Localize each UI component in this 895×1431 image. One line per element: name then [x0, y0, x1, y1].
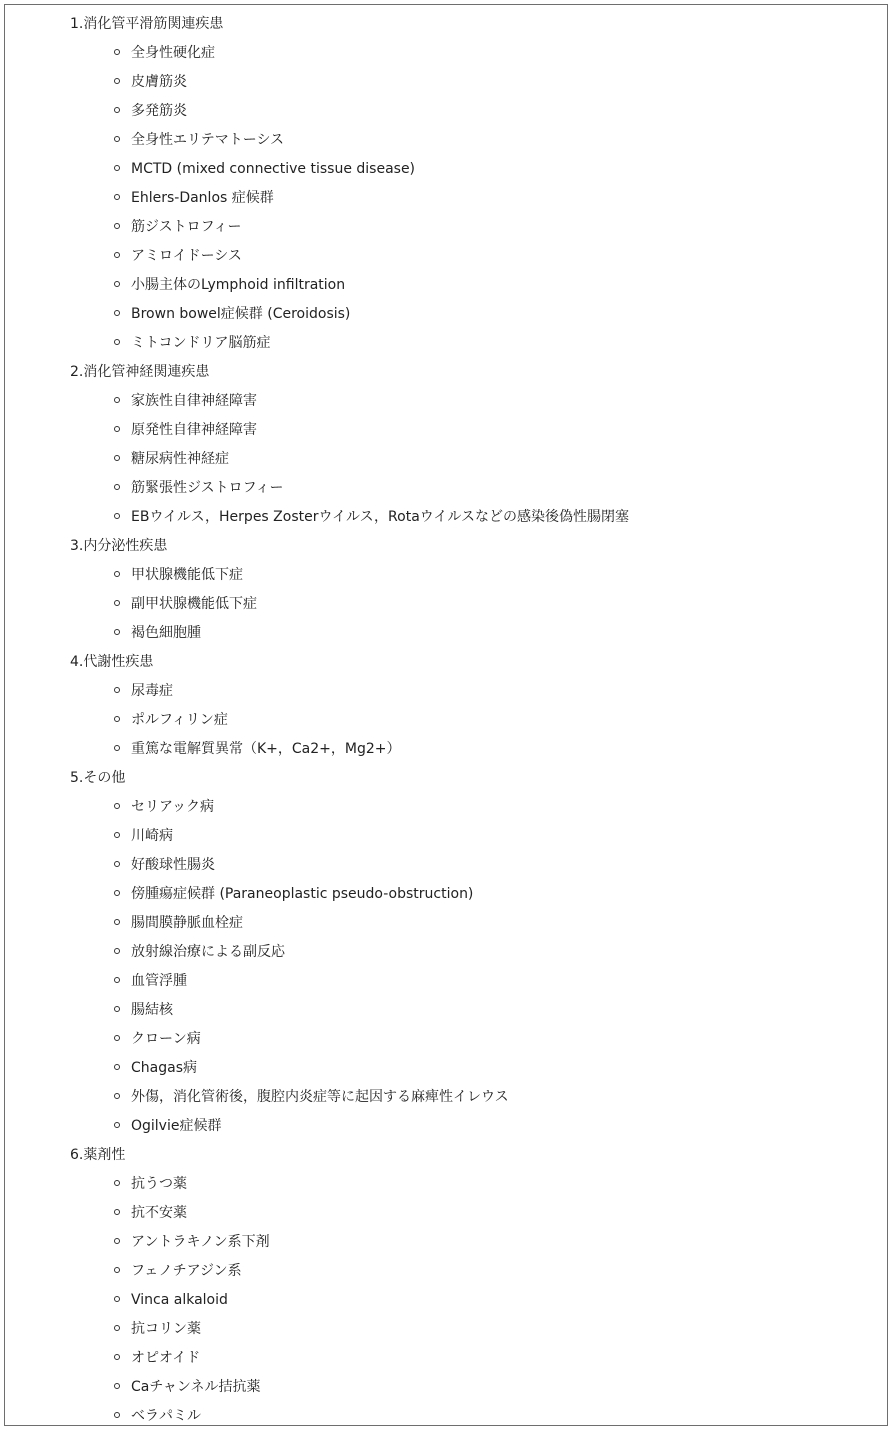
circle-bullet-icon	[114, 194, 120, 200]
list-item-text: Ogilvie症候群	[131, 1118, 222, 1134]
list-item	[5, 1087, 629, 1116]
list-item	[5, 826, 629, 855]
list-item-text: クローン病	[131, 1031, 201, 1047]
list-item-text: 重篤な電解質異常（K+，Ca2+，Mg2+）	[131, 741, 401, 757]
circle-bullet-icon	[114, 1354, 120, 1360]
cause-category-list	[5, 14, 629, 1426]
circle-bullet-icon	[114, 484, 120, 490]
list-item-text: 筋緊張性ジストロフィー	[131, 480, 284, 496]
circle-bullet-icon	[114, 832, 120, 838]
list-item-text: 尿毒症	[131, 683, 173, 699]
list-item-text: アントラキノン系下剤	[131, 1234, 270, 1250]
circle-bullet-icon	[114, 1267, 120, 1273]
category-item-list	[5, 797, 629, 1145]
list-item	[5, 710, 629, 739]
category-heading	[5, 14, 629, 43]
list-item-text: 抗不安薬	[131, 1205, 187, 1221]
list-item-text: 血管浮腫	[131, 973, 187, 989]
circle-bullet-icon	[114, 1180, 120, 1186]
list-item-text: EBウイルス，Herpes Zosterウイルス，Rotaウイルスなどの感染後偽性腸閉塞	[131, 509, 629, 525]
list-item-text: 原発性自律神経障害	[131, 422, 257, 438]
category-number: 1.	[70, 16, 84, 32]
list-item-text: 皮膚筋炎	[131, 74, 187, 90]
circle-bullet-icon	[114, 687, 120, 693]
circle-bullet-icon	[114, 136, 120, 142]
circle-bullet-icon	[114, 513, 120, 519]
list-item-text: 腸結核	[131, 1002, 173, 1018]
circle-bullet-icon	[114, 1093, 120, 1099]
list-item	[5, 159, 629, 188]
list-item	[5, 1029, 629, 1058]
category-number: 3.	[70, 538, 84, 554]
list-item-text: セリアック病	[131, 799, 215, 815]
category-item-list	[5, 391, 629, 536]
list-item	[5, 43, 629, 72]
category-item-list	[5, 43, 629, 362]
list-item-text: 全身性硬化症	[131, 45, 215, 61]
list-item	[5, 275, 629, 304]
circle-bullet-icon	[114, 49, 120, 55]
list-item	[5, 1319, 629, 1348]
list-item	[5, 333, 629, 362]
list-item-text: 家族性自律神経障害	[131, 393, 257, 409]
circle-bullet-icon	[114, 1064, 120, 1070]
list-item	[5, 130, 629, 159]
category-heading	[5, 652, 629, 681]
list-item	[5, 884, 629, 913]
category-number: 6.	[70, 1147, 84, 1163]
circle-bullet-icon	[114, 919, 120, 925]
list-item-text: フェノチアジン系	[131, 1263, 242, 1279]
list-item	[5, 855, 629, 884]
circle-bullet-icon	[114, 1006, 120, 1012]
list-item	[5, 1174, 629, 1203]
list-item	[5, 913, 629, 942]
list-item	[5, 1116, 629, 1145]
category-item-list	[5, 1174, 629, 1426]
list-item	[5, 1232, 629, 1261]
circle-bullet-icon	[114, 716, 120, 722]
list-item-text: 全身性エリテマトーシス	[131, 132, 285, 148]
category-label: 代謝性疾患	[83, 654, 154, 670]
list-item-text: ベラパミル	[131, 1408, 201, 1424]
category-5	[5, 768, 629, 1145]
list-item	[5, 1348, 629, 1377]
circle-bullet-icon	[114, 1383, 120, 1389]
list-item-text: 筋ジストロフィー	[131, 219, 242, 235]
list-item	[5, 246, 629, 275]
circle-bullet-icon	[114, 1122, 120, 1128]
circle-bullet-icon	[114, 1325, 120, 1331]
content-frame	[4, 4, 888, 1426]
list-item	[5, 1000, 629, 1029]
list-item	[5, 797, 629, 826]
category-1	[5, 14, 629, 362]
list-item	[5, 1406, 629, 1426]
category-label: 内分泌性疾患	[83, 538, 168, 554]
list-item-text: Ehlers-Danlos 症候群	[131, 190, 274, 206]
list-item	[5, 1290, 629, 1319]
list-item-text: ミトコンドリア脳筋症	[131, 335, 271, 351]
circle-bullet-icon	[114, 223, 120, 229]
circle-bullet-icon	[114, 803, 120, 809]
list-item	[5, 449, 629, 478]
circle-bullet-icon	[114, 78, 120, 84]
circle-bullet-icon	[114, 339, 120, 345]
list-item-text: Caチャンネル拮抗薬	[131, 1379, 261, 1395]
circle-bullet-icon	[114, 165, 120, 171]
list-item-text: 放射線治療による副反応	[131, 944, 285, 960]
category-4	[5, 652, 629, 768]
list-item	[5, 681, 629, 710]
circle-bullet-icon	[114, 571, 120, 577]
circle-bullet-icon	[114, 107, 120, 113]
list-item	[5, 478, 629, 507]
circle-bullet-icon	[114, 1209, 120, 1215]
circle-bullet-icon	[114, 1238, 120, 1244]
list-item-text: アミロイドーシス	[131, 248, 242, 264]
category-3	[5, 536, 629, 652]
circle-bullet-icon	[114, 977, 120, 983]
list-item-text: Chagas病	[131, 1060, 197, 1076]
list-item	[5, 1377, 629, 1406]
circle-bullet-icon	[114, 397, 120, 403]
circle-bullet-icon	[114, 1296, 120, 1302]
category-heading	[5, 1145, 629, 1174]
circle-bullet-icon	[114, 600, 120, 606]
circle-bullet-icon	[114, 629, 120, 635]
category-label: 薬剤性	[83, 1147, 126, 1163]
list-item-text: ポルフィリン症	[131, 712, 228, 728]
category-heading	[5, 768, 629, 797]
list-item-text: 川崎病	[131, 828, 173, 844]
list-item	[5, 1203, 629, 1232]
list-item	[5, 188, 629, 217]
list-item	[5, 942, 629, 971]
circle-bullet-icon	[114, 281, 120, 287]
list-item-text: 抗うつ薬	[131, 1176, 187, 1192]
list-item-text: MCTD (mixed connective tissue disease)	[131, 161, 416, 177]
list-item-text: 腸間膜静脈血栓症	[131, 915, 243, 931]
circle-bullet-icon	[114, 1412, 120, 1418]
circle-bullet-icon	[114, 745, 120, 751]
circle-bullet-icon	[114, 455, 120, 461]
list-item	[5, 565, 629, 594]
category-6	[5, 1145, 629, 1426]
list-item	[5, 594, 629, 623]
list-item	[5, 971, 629, 1000]
list-item	[5, 623, 629, 652]
list-item	[5, 217, 629, 246]
circle-bullet-icon	[114, 861, 120, 867]
category-heading	[5, 536, 629, 565]
list-item	[5, 1261, 629, 1290]
list-item-text: Brown bowel症候群 (Ceroidosis)	[131, 306, 351, 322]
list-item-text: 褐色細胞腫	[131, 625, 201, 641]
list-item	[5, 1058, 629, 1087]
category-label: 消化管神経関連疾患	[83, 364, 210, 380]
list-item-text: Vinca alkaloid	[131, 1292, 228, 1308]
list-item	[5, 101, 629, 130]
list-item-text: 副甲状腺機能低下症	[131, 596, 257, 612]
circle-bullet-icon	[114, 252, 120, 258]
circle-bullet-icon	[114, 890, 120, 896]
list-item-text: 好酸球性腸炎	[131, 857, 215, 873]
list-item	[5, 420, 629, 449]
circle-bullet-icon	[114, 1035, 120, 1041]
category-number: 5.	[70, 770, 84, 786]
list-item-text: 傍腫瘍症候群 (Paraneoplastic pseudo-obstruction)	[131, 886, 474, 902]
list-item-text: 小腸主体のLymphoid infiltration	[131, 277, 346, 293]
category-item-list	[5, 565, 629, 652]
list-item-text: 糖尿病性神経症	[131, 451, 229, 467]
category-label: 消化管平滑筋関連疾患	[83, 16, 224, 32]
list-item-text: 外傷，消化管術後，腹腔内炎症等に起因する麻痺性イレウス	[131, 1089, 509, 1105]
circle-bullet-icon	[114, 310, 120, 316]
category-2	[5, 362, 629, 536]
list-item	[5, 391, 629, 420]
list-item-text: 多発筋炎	[131, 103, 187, 119]
category-label: その他	[83, 770, 126, 786]
list-item	[5, 739, 629, 768]
list-item-text: 甲状腺機能低下症	[131, 567, 243, 583]
list-item	[5, 304, 629, 333]
category-number: 2.	[70, 364, 84, 380]
list-item-text: 抗コリン薬	[131, 1321, 201, 1337]
circle-bullet-icon	[114, 426, 120, 432]
category-number: 4.	[70, 654, 84, 670]
list-item	[5, 72, 629, 101]
list-item-text: オピオイド	[131, 1350, 201, 1366]
category-item-list	[5, 681, 629, 768]
circle-bullet-icon	[114, 948, 120, 954]
list-item	[5, 507, 629, 536]
category-heading	[5, 362, 629, 391]
